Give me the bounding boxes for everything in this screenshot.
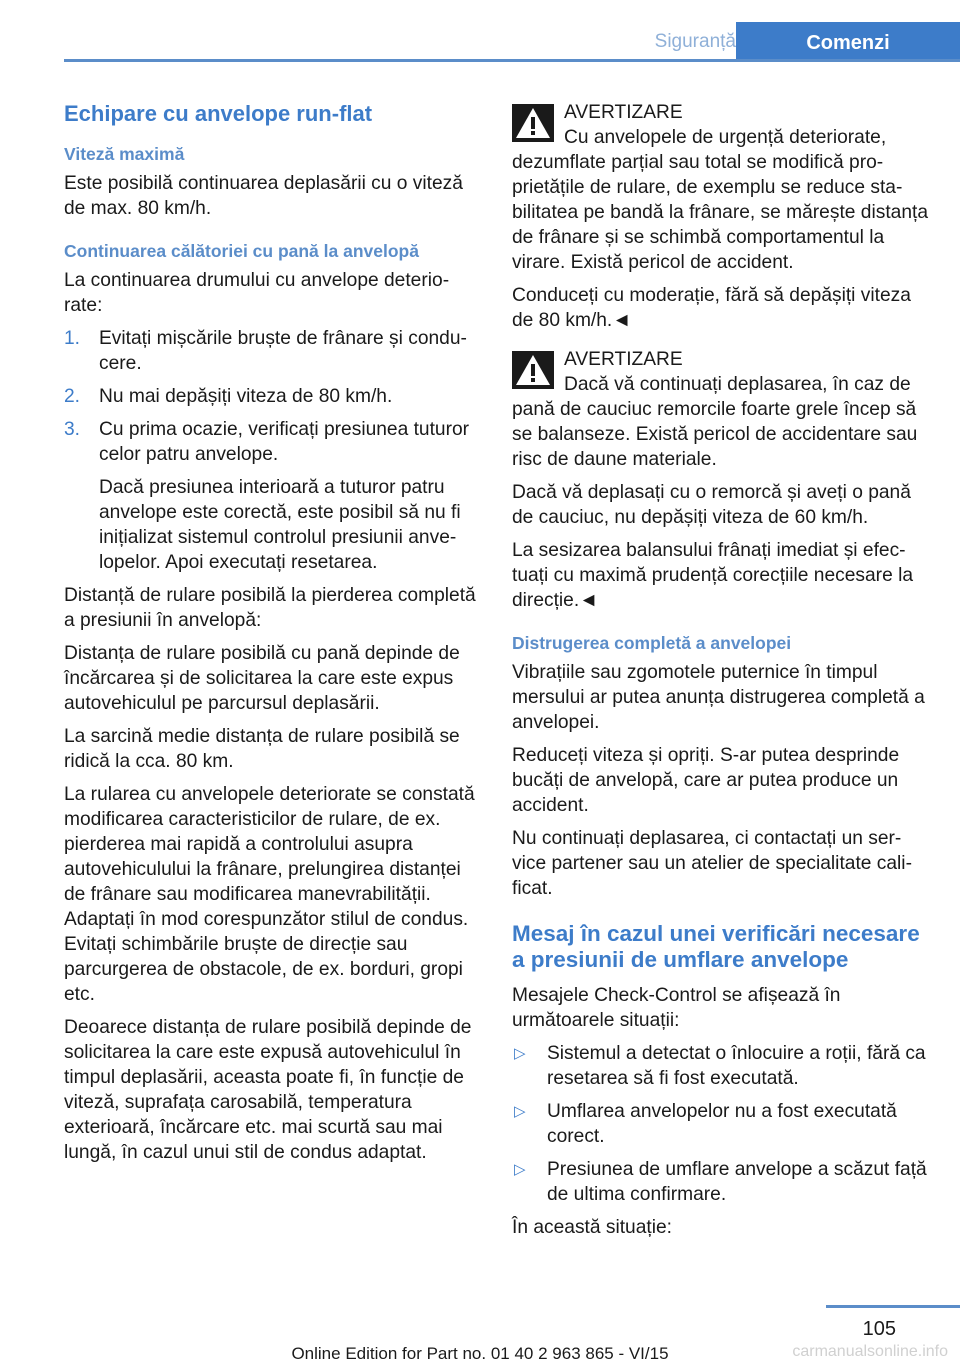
right-column [512,100,928,1248]
warning-first-line: Dacă vă continuați deplasarea, în caz de [564,374,911,395]
chapter-tab[interactable]: Comenzi [736,22,960,62]
step-text: Nu mai depășiți viteza de 80 km/h. [99,386,393,407]
page-number: 105 [862,1318,896,1340]
list-item [64,417,480,467]
paragraph-check-control: Mesajele Check-Control se afișează în următoarele situații: [512,985,841,1031]
paragraph-distance-title: Distanță de rulare posibilă la pierderea completă a presiunii în anvelopă: [64,585,476,631]
list-item [512,1099,928,1149]
step-number: 2. [64,386,81,407]
steps-list [64,326,480,467]
warning-header [512,347,928,397]
warning-text-2: Dacă vă deplasați cu o remorcă și aveți o pană de cauciuc, nu depășiți viteza de 60 km/h. [512,482,911,528]
page-header [64,22,960,62]
list-item [512,1041,928,1091]
warning-text: pană de cauciuc remorcile foarte grele încep să se balanseze. Există pericol de accidentare sau risc de daune materiale. [512,399,918,470]
list-item [512,1157,928,1207]
bullet-arrow-icon: ▷ [514,1161,526,1178]
paragraph-distance-2: La sarcină medie distanța de rulare posibilă se ridică la cca. 80 km. [64,726,460,772]
list-item [64,384,480,409]
warning-box-1 [512,100,928,333]
header-rule [64,59,960,62]
bullet-arrow-icon: ▷ [514,1045,526,1062]
watermark: carmanualsonline.info [792,1343,948,1360]
warning-box-2 [512,347,928,613]
paragraph-distance-1: Distanța de rulare posibilă cu pană depinde de încărcarea și de solicitarea la care este expus autovehiculul pe parcursul deplasării. [64,643,460,714]
paragraph-last: În această situație: [512,1217,672,1238]
warning-first-line: Cu anvelopele de urgență deteriorate, [564,127,887,148]
paragraph-distance-4: Deoarece distanța de rulare posibilă depinde de solicitarea la care este expusă autovehiculul în timpul deplasării, aceasta poate fi, în funcție de viteză, suprafața carosabilă, temperatura exterioară, încărcare etc. mai scurtă sau mai lungă, în cazul unui stil de condus adaptat. [64,1017,472,1163]
warning-text: dezumflate parțial sau total se modifică proprietățile de rulare, de exemplu se reduce stabilitatea pe bandă la frânare, se mărește distanța de frânare și se schimbă comportamentul la virare. Există pericol de accident. [512,152,928,273]
situations-list [512,1041,928,1207]
warning-header [512,100,928,150]
heading-pressure-message: Mesaj în cazul unei verificări necesare a presiunii de umflare anvelope [512,921,920,972]
left-column [64,100,480,1173]
edition-footer: Online Edition for Part no. 01 40 2 963 865 - VI/15 [291,1344,669,1363]
warning-text-3: La sesizarea balansului frânați imediat și efectuați cu maximă prudență corecțiile necesare la direcție.◄ [512,540,914,611]
footer-rule [826,1305,960,1308]
paragraph-destroy-3: Nu continuați deplasarea, ci contactați un service partener sau un atelier de specialitate calificat. [512,828,912,899]
warning-triangle-icon [512,104,554,142]
heading-tire-destroyed: Distrugerea completă a anvelopei [512,633,792,653]
step-number: 3. [64,419,81,440]
paragraph-max-speed: Este posibilă continuarea deplasării cu o viteză de max. 80 km/h. [64,173,463,219]
paragraph-destroy-1: Vibrațiile sau zgomotele puternice în timpul mersului ar putea anunța distrugerea completă a anvelopei. [512,662,925,733]
warning-text-2: Conduceți cu moderație, fără să depășiți viteza de 80 km/h.◄ [512,285,911,331]
heading-max-speed: Viteză maximă [64,144,185,164]
heading-continue-flat: Continuarea călătoriei cu pană la anvelopă [64,241,419,261]
step-text: Evitați mișcările bruște de frânare și conducere. [99,328,467,374]
bullet-arrow-icon: ▷ [514,1103,526,1120]
warning-label: AVERTIZARE [564,349,683,370]
paragraph-distance-3: La rularea cu anvelopele deteriorate se constată modificarea caracteristicilor de rulare, de ex. pierderea mai rapidă a controlului asupra autovehiculului la frânare, prelungirea distanței de frânare sau modificarea manevrabilității. Adaptați în mod corespunzător stilul de condus. Evitați schimbările bruște de direcție sau parcurgerea de obstacole, de ex. borduri, gropi etc. [64,784,475,1005]
warning-triangle-icon [512,351,554,389]
bullet-text: Umflarea anvelopelor nu a fost executată corect. [547,1101,897,1147]
bullet-text: Sistemul a detectat o înlocuire a roții, fără ca resetarea să fi fost executată. [547,1043,926,1089]
paragraph-continue-flat: La continuarea drumului cu anvelope deteriorate: [64,270,450,316]
list-item [64,326,480,376]
bullet-text: Presiunea de umflare anvelope a scăzut față de ultima confirmare. [547,1159,927,1205]
step-3-note: Dacă presiunea interioară a tuturor patru anvelope este corectă, este posibil să nu fi inițializat sistemul controlul presiunii anvelopelor. Apoi executați resetarea. [99,477,461,573]
section-tab[interactable]: Siguranță [654,31,736,52]
section-title: Echipare cu anvelope run-flat [64,101,373,126]
warning-label: AVERTIZARE [564,102,683,123]
step-text: Cu prima ocazie, verificați presiunea tuturor celor patru anvelope. [99,419,470,465]
paragraph-destroy-2: Reduceți viteza și opriți. S-ar putea desprinde bucăți de anvelopă, care ar putea produce un accident. [512,745,900,816]
step-number: 1. [64,328,81,349]
